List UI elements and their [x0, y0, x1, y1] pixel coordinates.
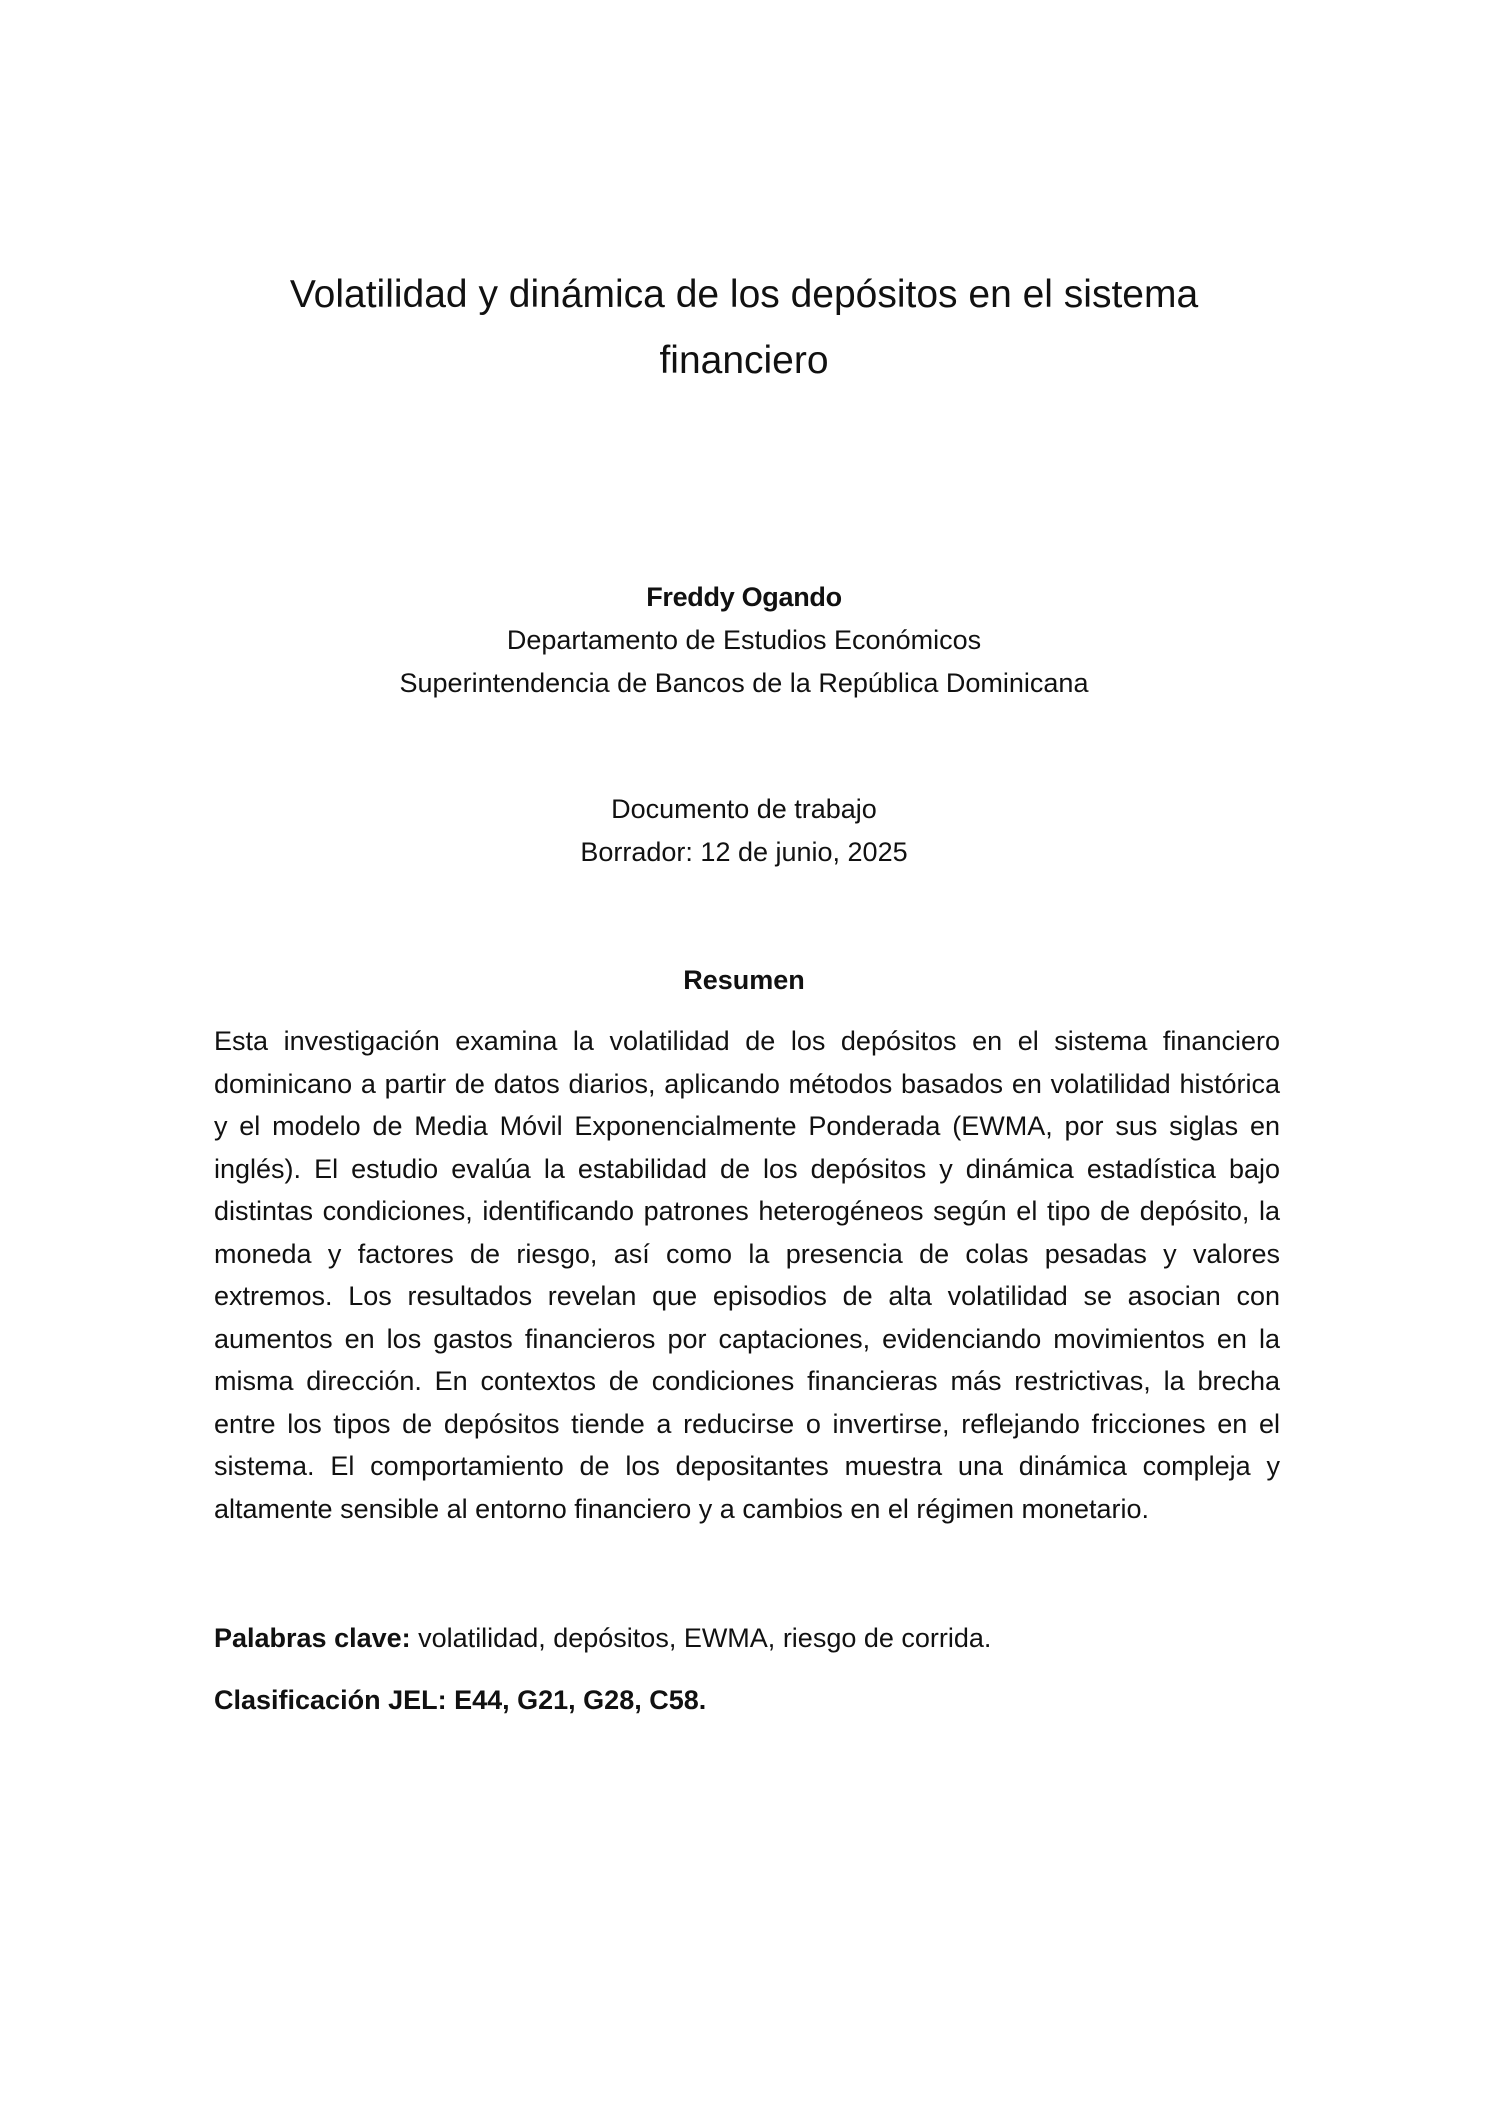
abstract-text: Esta investigación examina la volatilidad de los depósitos en el sistema financiero dominicano a partir de datos diarios, aplicando métodos basados en volatilidad histórica y el modelo de Media Móvil Exponencialmente Ponderada (EWMA, por sus siglas en inglés). El estudio evalúa la estabilidad de los depósitos y dinámica estadística bajo distintas condiciones, identificando patrones heterogéneos según el tipo de depósito, la moneda y factores de riesgo, así como la presencia de colas pesadas y valores extremos. Los resultados revelan que episodios de alta volatilidad se asocian con aumentos en los gastos financieros por captaciones, evidenciando movimientos en la misma dirección. En contextos de condiciones financieras más restrictivas, la brecha entre los tipos de depósitos tiende a reducirse o invertirse, reflejando fricciones en el sistema. El comportamiento de los depositantes muestra una dinámica compleja y altamente sensible al entorno financiero y a cambios en el régimen monetario.	[214, 1026, 1280, 1524]
author-block	[214, 576, 1274, 705]
document-type: Documento de trabajo	[611, 794, 877, 824]
jel-value: E44, G21, G28, C58.	[454, 1685, 707, 1715]
jel-line	[214, 1680, 1280, 1720]
draft-date: Borrador: 12 de junio, 2025	[580, 837, 908, 867]
author-name: Freddy Ogando	[646, 582, 842, 612]
abstract-heading: Resumen	[683, 965, 805, 995]
author-institution: Superintendencia de Bancos de la República Dominicana	[399, 668, 1089, 698]
jel-label: Clasificación JEL:	[214, 1685, 447, 1715]
document-info	[214, 788, 1274, 874]
keywords-value: volatilidad, depósitos, EWMA, riesgo de corrida.	[418, 1623, 992, 1653]
author-department: Departamento de Estudios Económicos	[506, 625, 982, 655]
keywords-line	[214, 1618, 1280, 1658]
keywords-label: Palabras clave:	[214, 1623, 411, 1653]
document-title: Volatilidad y dinámica de los depósitos en el sistema financiero	[289, 273, 1199, 382]
